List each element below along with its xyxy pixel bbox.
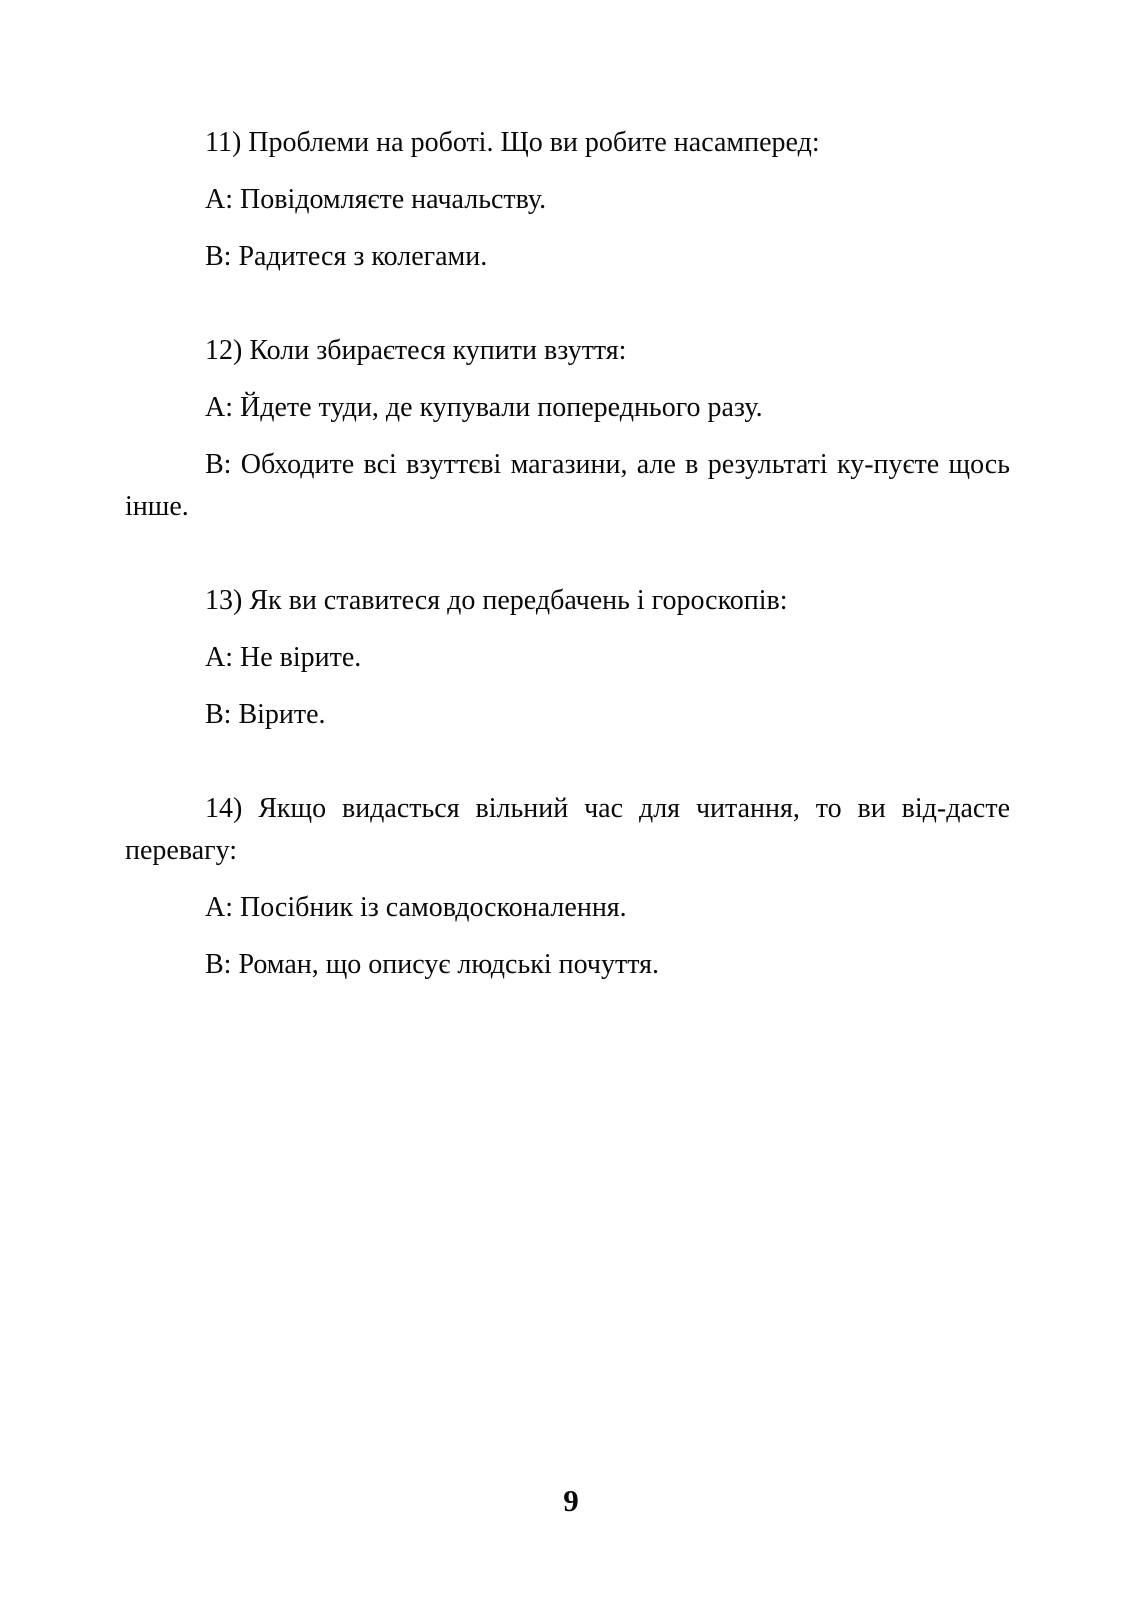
option-a: А: Повідомляєте начальству. xyxy=(205,184,547,215)
question-text: 11) Проблеми на роботі. Що ви робите насамперед: xyxy=(205,127,820,158)
question-block-12 xyxy=(125,330,1010,528)
option-a: А: Посібник із самовдосконалення. xyxy=(205,892,627,923)
question-block-14 xyxy=(125,788,1010,986)
question-text: 12) Коли збираєтеся купити взуття: xyxy=(205,335,627,366)
option-b: В: Роман, що описує людські почуття. xyxy=(205,949,659,980)
question-text: 13) Як ви ставитеся до передбачень і гороскопів: xyxy=(205,585,788,616)
page-number: 9 xyxy=(563,1483,579,1518)
question-text: 14) Якщо видасться вільний час для читання, то ви від-дасте перевагу: xyxy=(125,793,1010,866)
question-block-13 xyxy=(125,580,1010,736)
question-block-11 xyxy=(125,122,1010,278)
option-a: А: Йдете туди, де купували попереднього разу. xyxy=(205,392,763,423)
option-b: В: Вірите. xyxy=(205,699,326,730)
option-b: В: Обходите всі взуттєві магазини, але в результаті ку-пуєте щось інше. xyxy=(125,449,1010,522)
option-a: А: Не вірите. xyxy=(205,642,362,673)
option-b: В: Радитеся з колегами. xyxy=(205,241,488,272)
